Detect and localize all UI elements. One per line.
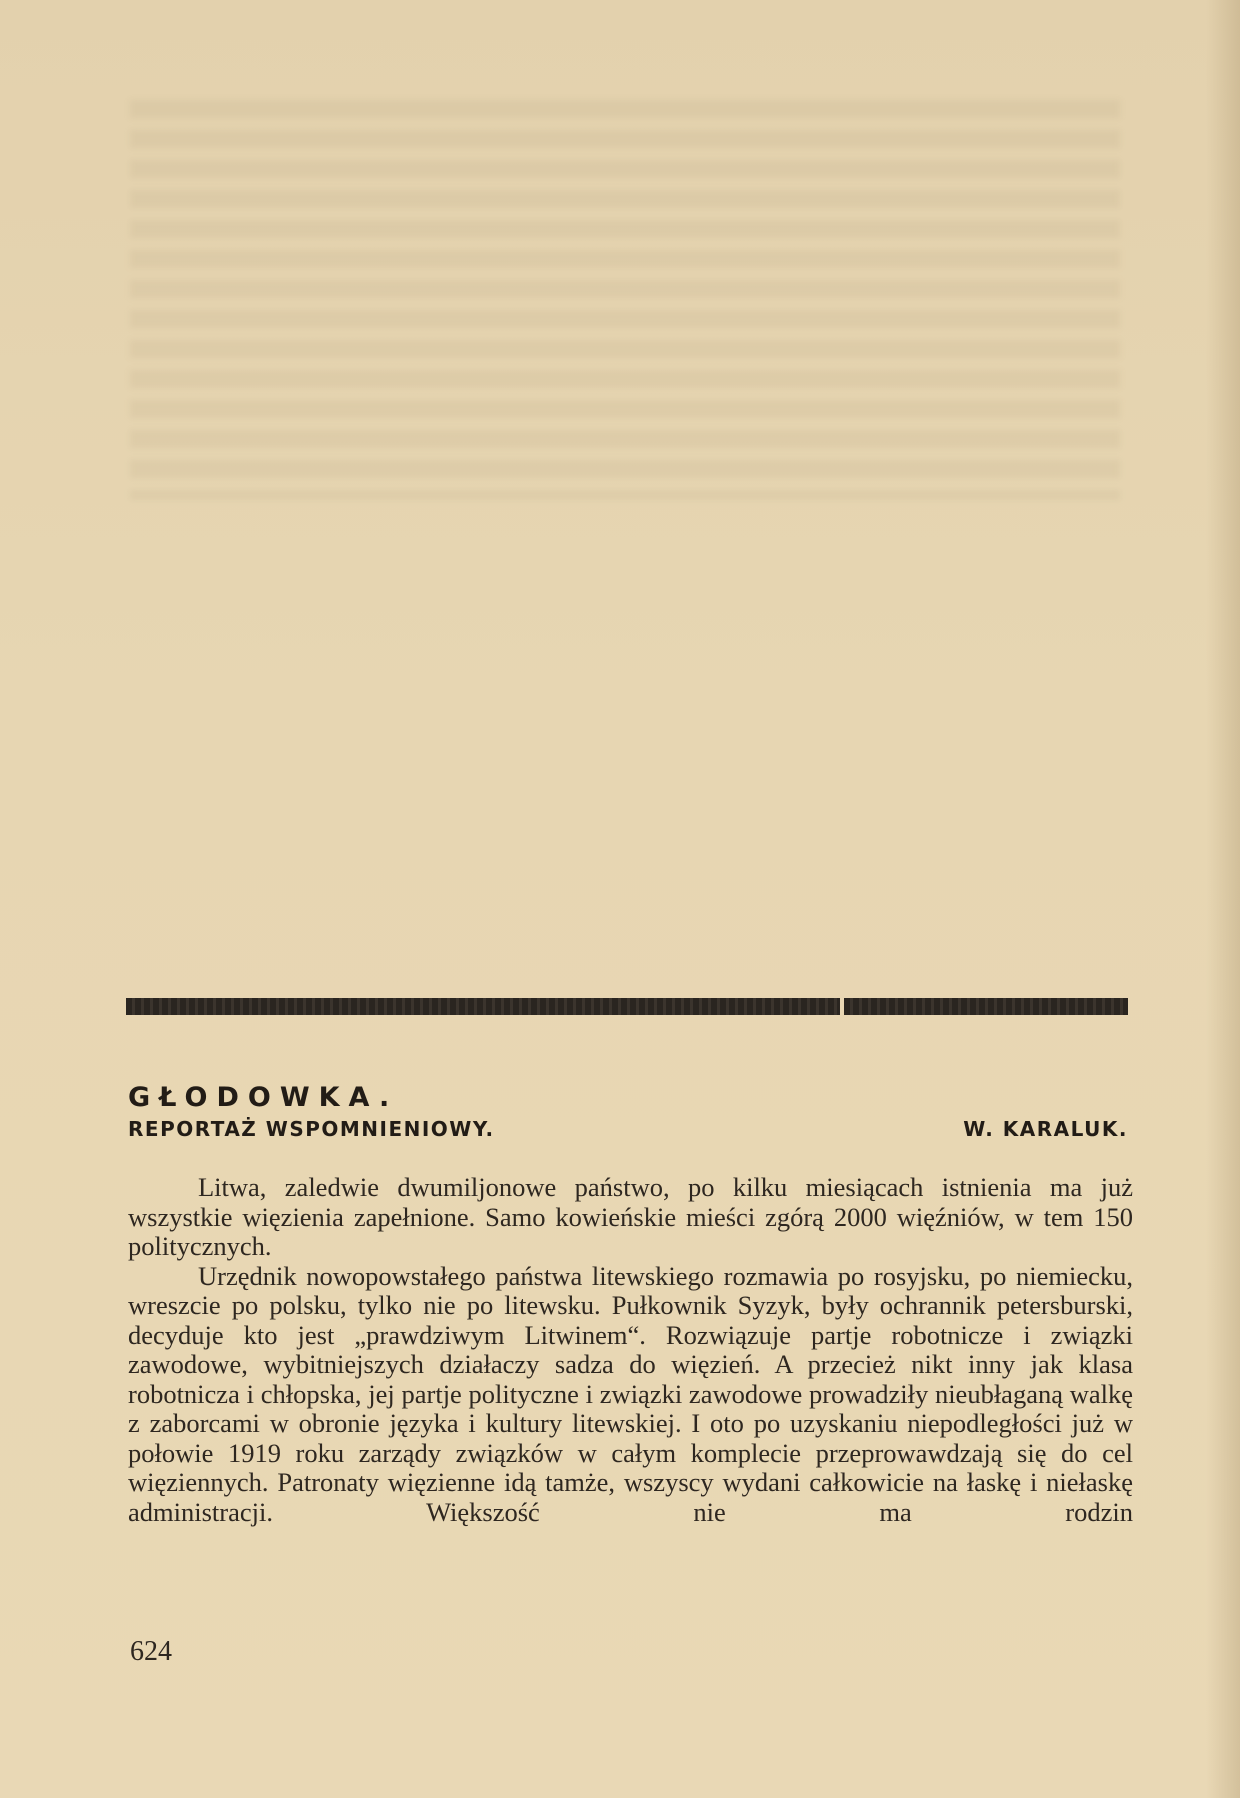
article-subtitle: REPORTAŻ WSPOMNIENIOWY. xyxy=(128,1117,495,1141)
section-rule-left xyxy=(126,998,840,1015)
page-edge-shadow xyxy=(1206,0,1240,1798)
article-author: W. KARALUK. xyxy=(963,1117,1128,1141)
article-paragraph: Litwa, zaledwie dwumiljonowe państwo, po kilku miesiącach istnienia ma już wszystkie więzienia zapełnione. Samo kowieńskie mieści zgórą 2000 więźniów, w tem 150 politycznych. xyxy=(128,1172,1133,1261)
show-through-text xyxy=(130,100,1120,500)
article-title: GŁODOWKA. xyxy=(128,1082,399,1113)
article-body xyxy=(128,1173,1133,1527)
article-paragraph: Urzędnik nowopowstałego państwa litewskiego rozmawia po rosyjsku, po niemiecku, wreszcie po polsku, tylko nie po litewsku. Pułkownik Syzyk, były ochrannik petersburski, decyduje kto jest „prawdziwym Litwinem“. Rozwiązuje partje robotnicze i związki zawodowe, wybitniejszych działaczy sadza do więzień. A przecież nikt inny jak klasa robotnicza i chłopska, jej partje polityczne i związki zawodowe prowadziły nieubłaganą walkę z zaborcami w obronie języka i kultury litewskiej. I oto po uzyskaniu niepodległości już w połowie 1919 roku zarządy związków w całym komplecie przeprowawdzają się do cel więziennych. Patronaty więzienne idą tamże, wszyscy wydani całkowicie na łaskę i niełaskę administracji. Większość nie ma rodzin xyxy=(128,1260,1133,1527)
section-rule-right xyxy=(844,998,1128,1015)
page-number: 624 xyxy=(130,1636,172,1667)
